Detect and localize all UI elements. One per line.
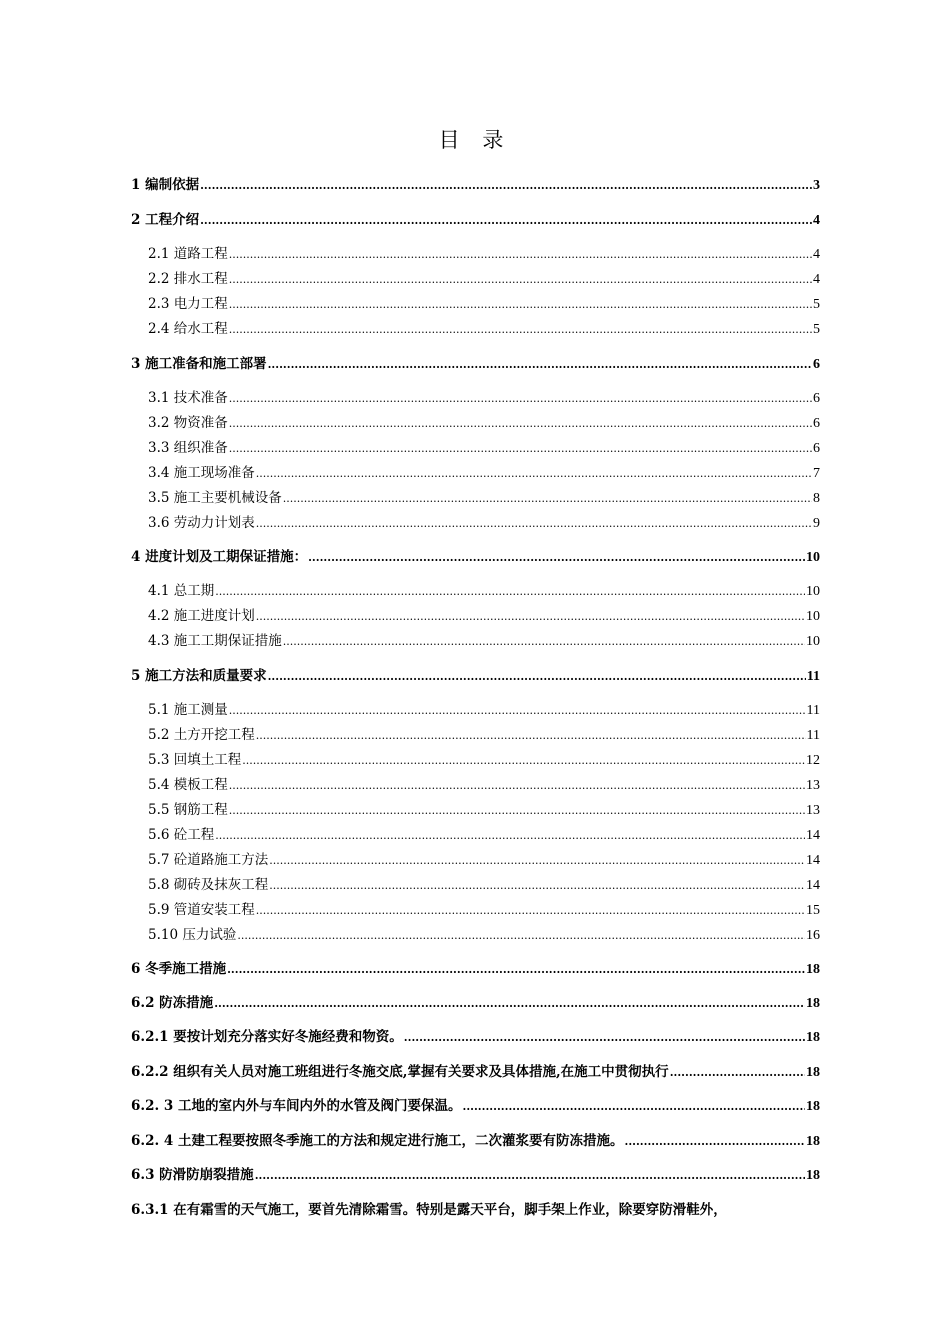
toc-dot-leader xyxy=(229,294,812,315)
toc-entry-chapter[interactable] xyxy=(131,1026,820,1048)
toc-entry-page-number: 10 xyxy=(806,609,820,624)
toc-entry-page-number: 5 xyxy=(813,297,820,312)
toc-dot-leader xyxy=(229,438,812,459)
toc-dot-leader xyxy=(269,850,805,871)
toc-entry-page-number: 12 xyxy=(806,753,820,768)
toc-entry-page-number: 18 xyxy=(806,996,820,1011)
toc-dot-leader xyxy=(462,1096,805,1117)
toc-entry-label: 4.3 施工工期保证措施 xyxy=(148,633,282,649)
toc-dot-leader xyxy=(283,488,812,509)
toc-entry-page-number: 18 xyxy=(806,1134,820,1149)
toc-entry-section[interactable] xyxy=(148,724,820,746)
page-title: 目 录 xyxy=(438,128,512,152)
toc-dot-leader xyxy=(283,631,805,652)
toc-dot-leader xyxy=(256,513,812,534)
toc-entry-page-number: 14 xyxy=(806,878,820,893)
toc-entry-label: 6.3.1 在有霜雪的天气施工，要首先清除霜雪。特别是露天平台，脚手架上作业，除要穿防滑鞋外， xyxy=(131,1202,727,1218)
toc-dot-leader xyxy=(624,1131,805,1152)
toc-dot-leader xyxy=(242,750,805,771)
toc-entry-page-number: 18 xyxy=(806,962,820,977)
toc-entry-chapter[interactable] xyxy=(131,174,820,196)
toc-entry-label: 2.1 道路工程 xyxy=(148,246,228,262)
toc-dot-leader xyxy=(670,1062,805,1083)
toc-entry-page-number: 6 xyxy=(813,357,820,372)
toc-entry-section[interactable] xyxy=(148,318,820,340)
toc-entry-label: 2.2 排水工程 xyxy=(148,271,228,287)
toc-dot-leader xyxy=(269,875,805,896)
toc-dot-leader xyxy=(256,606,805,627)
toc-entry-section[interactable] xyxy=(148,824,820,846)
toc-dot-leader xyxy=(268,666,806,687)
toc-entry-label: 3.3 组织准备 xyxy=(148,440,228,456)
toc-dot-leader xyxy=(268,354,812,375)
toc-entry-section[interactable] xyxy=(148,512,820,534)
toc-entry-label: 2.3 电力工程 xyxy=(148,296,228,312)
toc-entry-label: 6.2.1 要按计划充分落实好冬施经费和物资。 xyxy=(131,1029,403,1045)
toc-entry-section[interactable] xyxy=(148,487,820,509)
toc-entry-section[interactable] xyxy=(148,899,820,921)
toc-dot-leader xyxy=(308,547,805,568)
toc-entry-label: 1 编制依据 xyxy=(131,177,200,193)
toc-entry-page-number: 3 xyxy=(813,178,820,193)
toc-entry-section[interactable] xyxy=(148,630,820,652)
toc-entry-page-number: 6 xyxy=(813,416,820,431)
toc-entry-label: 4 进度计划及工期保证措施： xyxy=(131,549,308,565)
toc-dot-leader xyxy=(255,1165,805,1186)
toc-entry-page-number: 18 xyxy=(806,1065,820,1080)
toc-entry-section[interactable] xyxy=(148,462,820,484)
toc-entry-page-number: 6 xyxy=(813,441,820,456)
toc-entry-page-number: 13 xyxy=(806,778,820,793)
toc-entry-page-number: 18 xyxy=(806,1099,820,1114)
toc-dot-leader xyxy=(256,900,805,921)
toc-entry-page-number: 14 xyxy=(806,853,820,868)
toc-entry-chapter[interactable] xyxy=(131,353,820,375)
toc-entry-section[interactable] xyxy=(148,437,820,459)
toc-entry-page-number: 18 xyxy=(806,1168,820,1183)
toc-entry-section[interactable] xyxy=(148,849,820,871)
toc-entry-page-number: 14 xyxy=(806,828,820,843)
toc-entry-section[interactable] xyxy=(148,774,820,796)
toc-entry-label: 5.4 模板工程 xyxy=(148,777,228,793)
toc-entry-chapter[interactable] xyxy=(131,665,820,687)
toc-entry-label: 3 施工准备和施工部署 xyxy=(131,356,267,372)
toc-entry-page-number: 10 xyxy=(806,634,820,649)
toc-entry-section[interactable] xyxy=(148,268,820,290)
toc-entry-chapter[interactable] xyxy=(131,209,820,231)
toc-entry-label: 5 施工方法和质量要求 xyxy=(131,668,267,684)
toc-entry-section[interactable] xyxy=(148,749,820,771)
toc-entry-label: 6.3 防滑防崩裂措施 xyxy=(131,1167,254,1183)
toc-entry-section[interactable] xyxy=(148,412,820,434)
toc-dot-leader xyxy=(227,959,805,980)
toc-dot-leader xyxy=(256,463,812,484)
toc-entry-page-number: 4 xyxy=(813,213,820,228)
toc-entry-chapter[interactable] xyxy=(131,546,820,568)
toc-entry-label: 5.10 压力试验 xyxy=(148,927,237,943)
toc-entry-page-number: 18 xyxy=(806,1030,820,1045)
toc-entry-label: 3.4 施工现场准备 xyxy=(148,465,255,481)
toc-entry-page-number: 5 xyxy=(813,322,820,337)
toc-entry-label: 2 工程介绍 xyxy=(131,212,200,228)
toc-entry-page-number: 7 xyxy=(813,466,820,481)
toc-entry-label: 5.5 钢筋工程 xyxy=(148,802,228,818)
toc-dot-leader xyxy=(404,1027,805,1048)
toc-entry-label: 6 冬季施工措施 xyxy=(131,961,227,977)
toc-entry-page-number: 9 xyxy=(813,516,820,531)
toc-entry-section[interactable] xyxy=(148,580,820,602)
toc-entry-label: 3.5 施工主要机械设备 xyxy=(148,490,282,506)
toc-entry-chapter[interactable] xyxy=(131,1061,820,1083)
toc-dot-leader xyxy=(229,269,812,290)
toc-entry-chapter[interactable] xyxy=(131,958,820,980)
toc-entry-page-number: 13 xyxy=(806,803,820,818)
toc-entry-page-number: 8 xyxy=(813,491,820,506)
toc-entry-label: 5.1 施工测量 xyxy=(148,702,228,718)
toc-dot-leader xyxy=(214,993,805,1014)
toc-entry-label: 6.2 防冻措施 xyxy=(131,995,214,1011)
toc-entry-chapter[interactable] xyxy=(131,1164,820,1186)
toc-entry-label: 5.8 砌砖及抹灰工程 xyxy=(148,877,269,893)
toc-dot-leader xyxy=(256,725,806,746)
toc-entry-section[interactable] xyxy=(148,243,820,265)
toc-entry-page-number: 15 xyxy=(806,903,820,918)
toc-entry-chapter[interactable] xyxy=(131,992,820,1014)
toc-entry-page-number: 16 xyxy=(806,928,820,943)
toc-entry-page-number: 6 xyxy=(813,391,820,406)
toc-entry-page-number: 10 xyxy=(806,584,820,599)
toc-entry-page-number: 11 xyxy=(806,728,820,743)
toc-entry-label: 6.2.2 组织有关人员对施工班组进行冬施交底,掌握有关要求及具体措施,在施工中贯彻执行 xyxy=(131,1064,669,1080)
toc-entry-section[interactable] xyxy=(148,874,820,896)
toc-entry-label: 6.2. 4 土建工程要按照冬季施工的方法和规定进行施工，二次灌浆要有防冻措施。 xyxy=(131,1133,624,1149)
toc-dot-leader xyxy=(229,244,812,265)
toc-entry-label: 2.4 给水工程 xyxy=(148,321,228,337)
toc-entry-label: 6.2. 3 工地的室内外与车间内外的水管及阀门要保温。 xyxy=(131,1098,462,1114)
toc-entry-section[interactable] xyxy=(148,924,820,946)
toc-dot-leader xyxy=(229,800,805,821)
toc-entry-label: 5.3 回填土工程 xyxy=(148,752,242,768)
toc-dot-leader xyxy=(229,319,812,340)
toc-entry-page-number: 11 xyxy=(806,703,820,718)
toc-dot-leader xyxy=(215,825,805,846)
toc-entry-label: 3.2 物资准备 xyxy=(148,415,228,431)
toc-dot-leader xyxy=(237,925,805,946)
toc-dot-leader xyxy=(229,413,812,434)
toc-entry-section[interactable] xyxy=(148,293,820,315)
toc-dot-leader xyxy=(200,210,812,231)
toc-entry-label: 3.1 技术准备 xyxy=(148,390,228,406)
toc-dot-leader xyxy=(215,581,805,602)
toc-entry-page-number: 4 xyxy=(813,247,820,262)
toc-entry-label: 5.6 砼工程 xyxy=(148,827,215,843)
toc-entry-page-number: 11 xyxy=(806,669,820,684)
toc-entry-label: 4.2 施工进度计划 xyxy=(148,608,255,624)
toc-dot-leader xyxy=(229,775,805,796)
toc-entry-section[interactable] xyxy=(148,605,820,627)
toc-entry-page-number: 10 xyxy=(806,550,820,565)
toc-entry-chapter[interactable] xyxy=(131,1199,820,1221)
toc-entry-section[interactable] xyxy=(148,699,820,721)
toc-entry-section[interactable] xyxy=(148,799,820,821)
toc-entry-section[interactable] xyxy=(148,387,820,409)
toc-dot-leader xyxy=(229,700,806,721)
toc-entry-chapter[interactable] xyxy=(131,1130,820,1152)
toc-entry-label: 4.1 总工期 xyxy=(148,583,215,599)
toc-dot-leader xyxy=(229,388,812,409)
toc-entry-chapter[interactable] xyxy=(131,1095,820,1117)
toc-entry-label: 5.2 土方开挖工程 xyxy=(148,727,255,743)
toc-entry-label: 5.9 管道安装工程 xyxy=(148,902,255,918)
toc-dot-leader xyxy=(200,175,812,196)
toc-entry-label: 3.6 劳动力计划表 xyxy=(148,515,255,531)
toc-entry-label: 5.7 砼道路施工方法 xyxy=(148,852,269,868)
toc-entry-page-number: 4 xyxy=(813,272,820,287)
